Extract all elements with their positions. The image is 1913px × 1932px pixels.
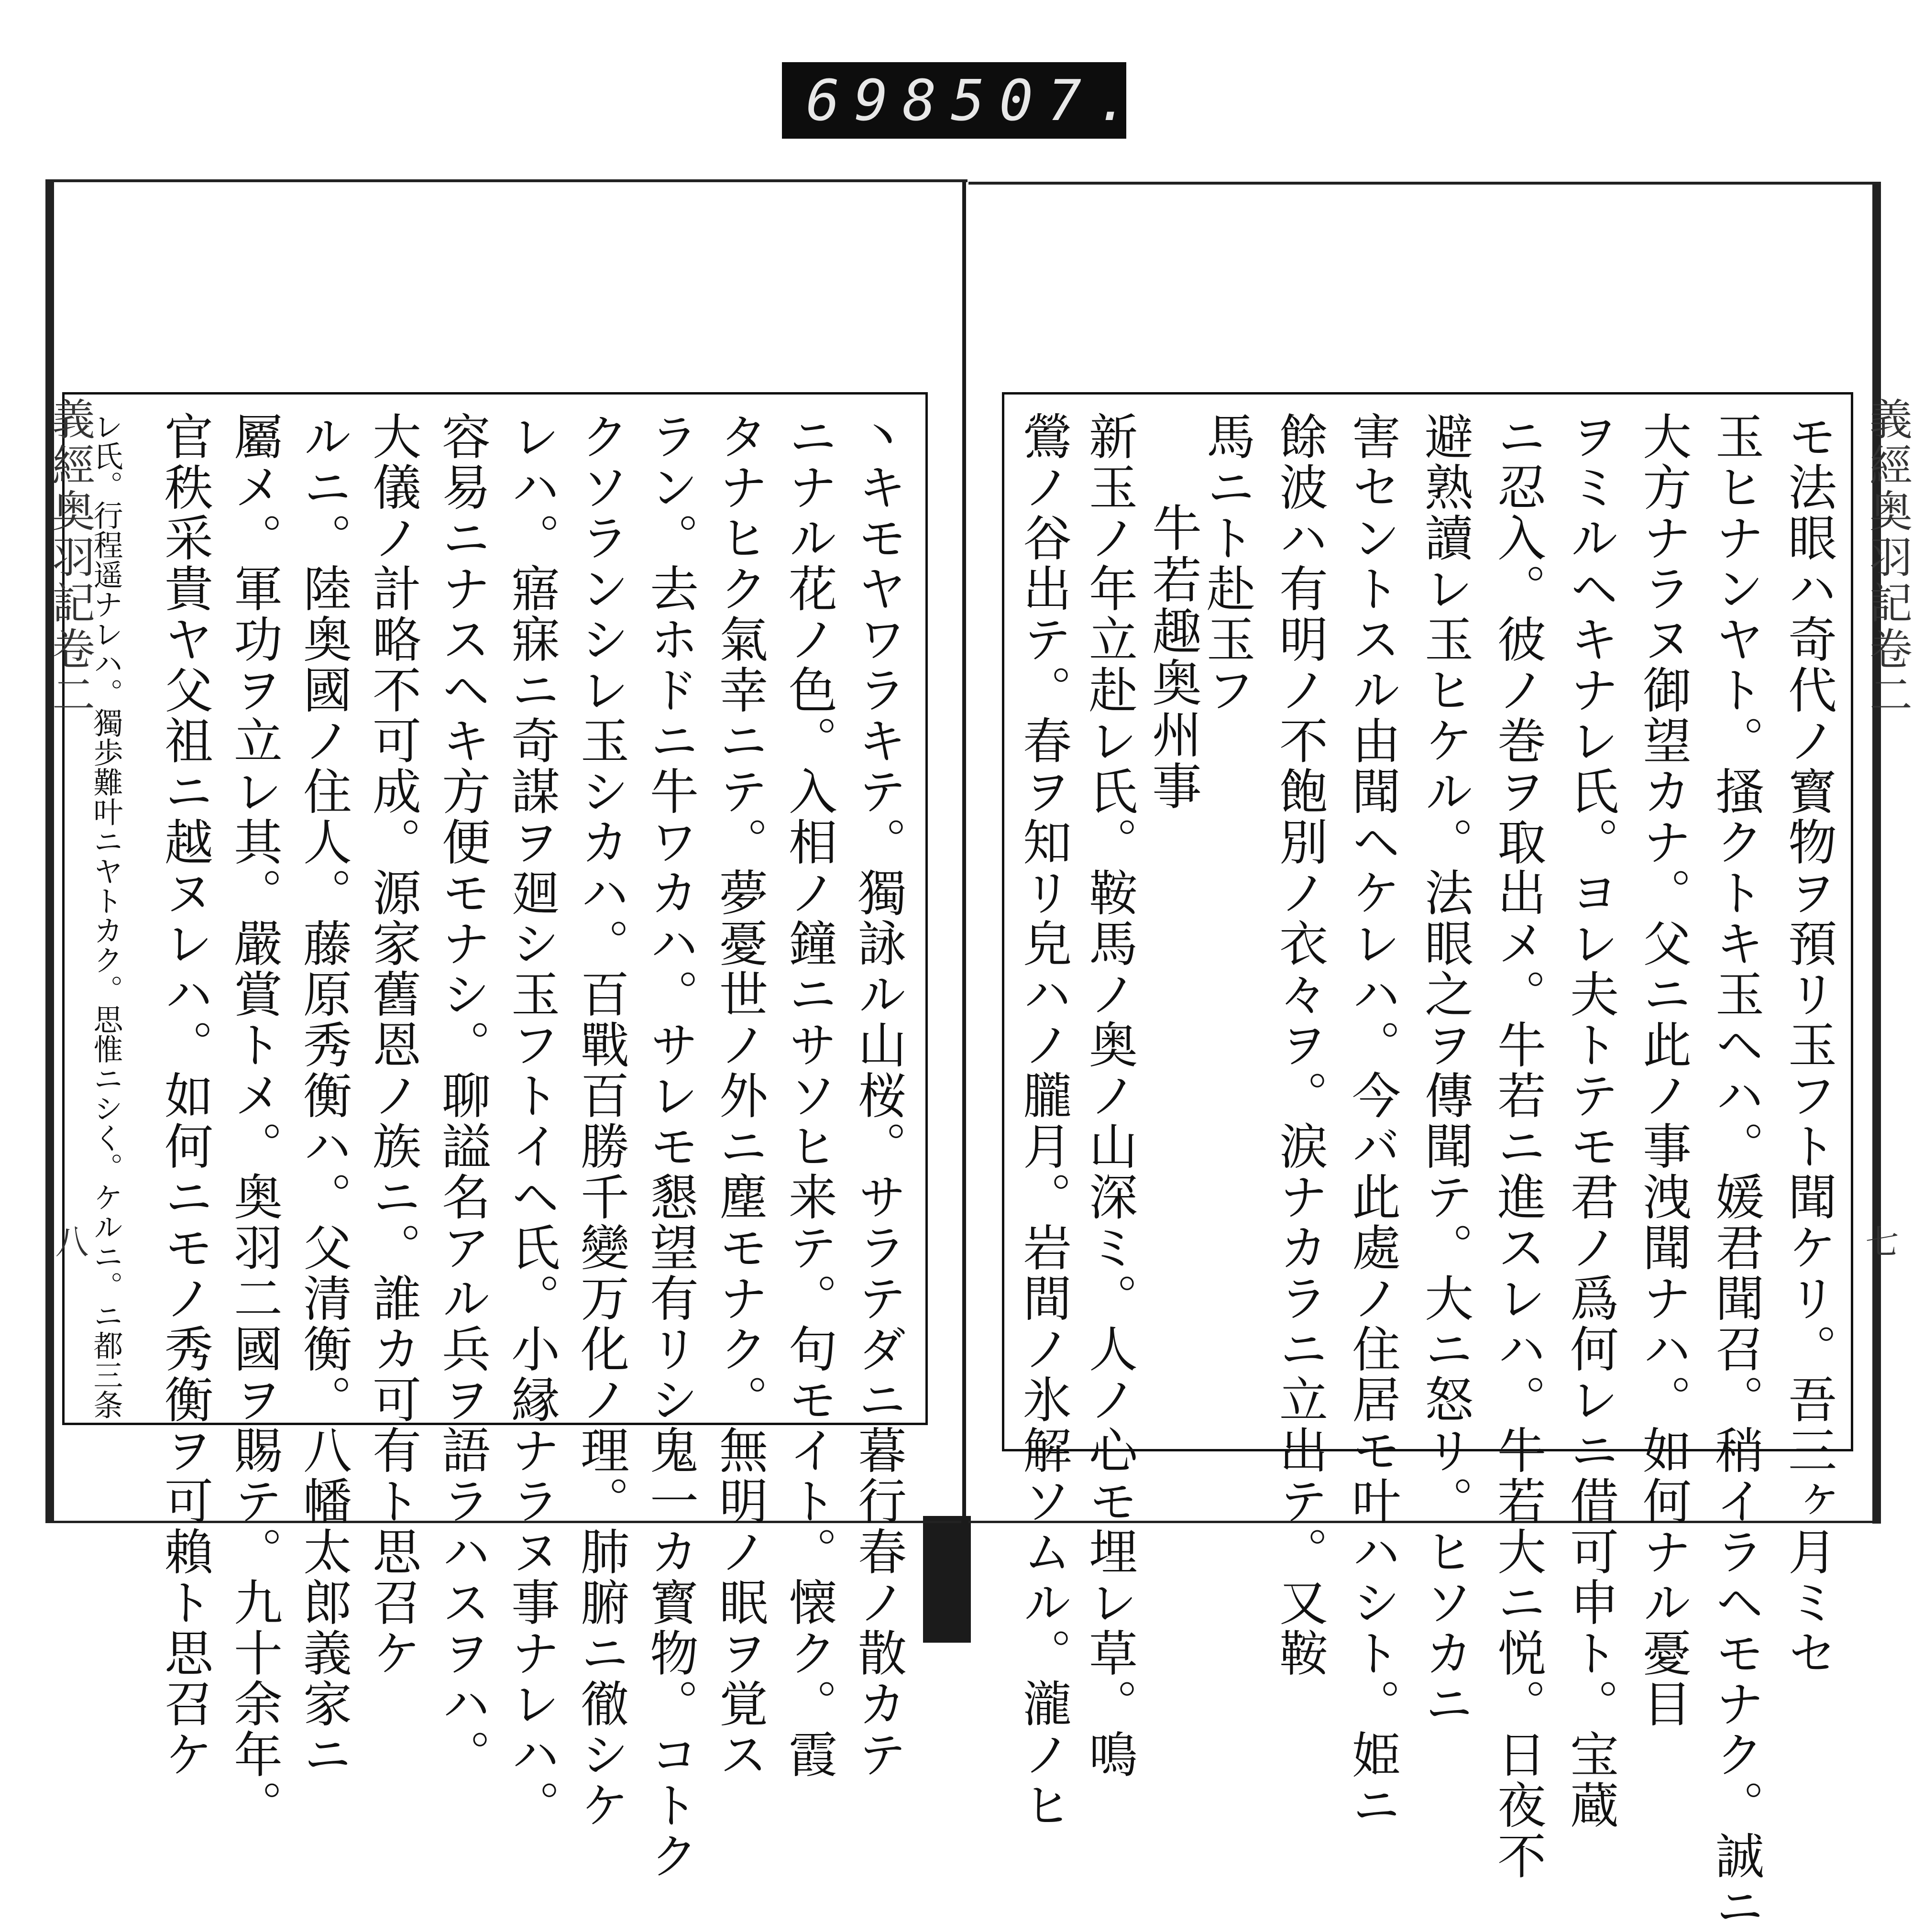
right-page-column: 玉ヒナンヤト。搔クトキ玉ヘハ。媛君聞召。稍イラヘモナク。誠ニ [1707, 411, 1764, 1932]
section-heading: 牛若趣奥州事 [1143, 502, 1202, 812]
left-page-column: ラン。去ホドニ牛ワカハ。サレモ懇望有リシ鬼一カ寳物。コトク [642, 411, 699, 1881]
right-page-number: 七 [1860, 1224, 1899, 1258]
right-page-column: 大方ナラヌ御望カナ。父ニ此ノ事洩聞ナハ。如何ナル憂目 [1635, 411, 1692, 1729]
right-page-column: 鶯ノ谷出テ。春ヲ知リ皃ハノ朧月。岩間ノ氷解ソムル。瀧ノヒ [1015, 411, 1072, 1831]
spine-shadow-bottom [923, 1516, 971, 1643]
right-page-column: 餘波ハ有明ノ不飽別ノ衣々ヲ。涙ナカラニ立出テ。又鞍 [1271, 411, 1328, 1679]
left-page-column: 屬メ。軍功ヲ立レ其。嚴賞トメ。奥羽二國ヲ賜テ。九十余年。 [226, 411, 283, 1831]
right-page-column: 馬ニト赴玉フ [1198, 411, 1255, 715]
left-page-number: 八 [50, 1224, 89, 1258]
book-spine [962, 182, 966, 1521]
right-page-column: ニ忍入。彼ノ巻ヲ取出メ。牛若ニ進スレハ。牛若大ニ悦。日夜不 [1489, 411, 1546, 1881]
left-page-column: ニナル花ノ色。入相ノ鐘ニサソヒ来テ。句モイト。懐ク。霞 [781, 411, 837, 1780]
left-page-column: レハ。寤寐ニ奇謀ヲ廻シ玉フトイヘ氏。小縁ナラヌ事ナレハ。 [503, 411, 560, 1831]
right-page-column: 害セントスル由聞ヘケレハ。今バ此處ノ住居モ叶ハシト。姫ニ [1344, 411, 1401, 1831]
right-margin-title: 義經奥羽記卷二 [1862, 397, 1912, 718]
right-page-column: 新玉ノ年立赴レ氏。鞍馬ノ奥ノ山深ミ。人ノ心モ埋レ草。鳴 [1081, 411, 1138, 1780]
right-page-column: ヲミルヘキナレ氏。ヨレ夫トテモ君ノ爲何レニ借可申ト。宝蔵 [1562, 411, 1619, 1831]
left-page-column: タナヒク氣幸ニテ。夢憂世ノ外ニ塵モナク。無明ノ眠ヲ覚ス [711, 411, 768, 1780]
left-margin-title: 義經奥羽記卷二 [44, 397, 95, 718]
left-page-column: レ氏。行程遥ナレハ。獨歩難叶ニヤトカク。思惟ニシく。ケルニ。ニ都三条 [88, 411, 123, 1419]
archive-label-strip [782, 62, 1144, 139]
right-page-column: 避熟讀レ玉ヒケル。法眼之ヲ傳聞テ。大ニ怒リ。ヒソカニ [1417, 411, 1473, 1729]
left-page-column: 官秩采貴ヤ父祖ニ越ヌレハ。如何ニモノ秀衡ヲ可賴ト思召ケ [156, 411, 213, 1780]
left-page-column: 丶キモヤワラキテ。獨詠ル山桜。サラテダニ暮行春ノ散カテ [850, 411, 907, 1780]
left-page-column: 大儀ノ計略不可成。源家舊恩ノ族ニ。誰カ可有ト思召ケ [364, 411, 421, 1679]
right-page-column: モ法眼ハ奇代ノ寳物ヲ預リ玉フト聞ケリ。吾三ヶ月ミセ [1780, 411, 1837, 1679]
left-page-column: 容易ニナスヘキ方便モナシ。聊謚名アル兵ヲ語ラハスヲハ。 [434, 411, 491, 1780]
left-page-column: ルニ。陸奥國ノ住人。藤原秀衡ハ。父清衡。八幡太郎義家ニ [295, 411, 352, 1780]
left-page-column: クソランシレ玉シカハ。百戰百勝千變万化ノ理。肺腑ニ徹シケ [572, 411, 629, 1831]
archive-number-right: 507. [951, 67, 1144, 133]
archive-number-left: 698 [806, 67, 951, 133]
